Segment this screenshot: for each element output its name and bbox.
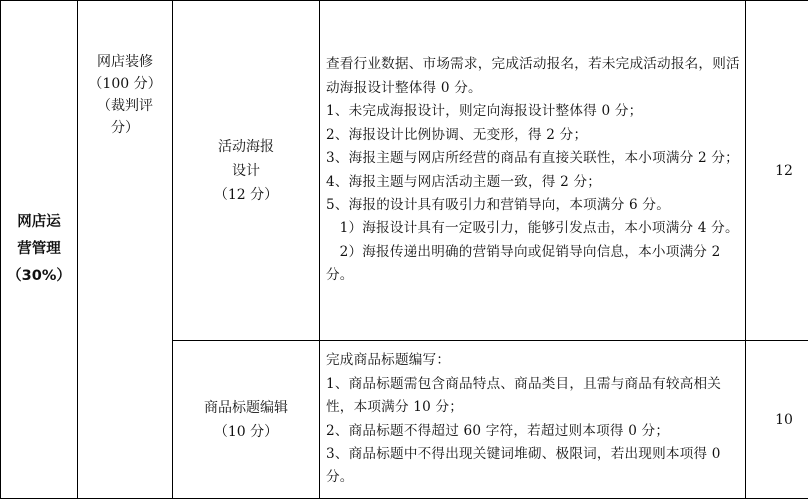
- item-line: 活动海报: [218, 138, 274, 155]
- module-cell: [78, 1, 173, 499]
- criteria-paragraph: 2）海报传递出明确的营销导向或促销导向信息，本小项满分 2 分。: [326, 243, 721, 284]
- criteria-paragraph: 1、商品标题需包含商品特点、商品类目，且需与商品有较高相关性，本项满分 10 分；: [326, 375, 722, 416]
- criteria-cell-poster: [320, 1, 746, 341]
- criteria-paragraph: 3、商品标题中不得出现关键词堆砌、极限词，若出现则本项得 0 分。: [326, 445, 721, 486]
- item-cell-title: [173, 341, 320, 499]
- category-line: 网店运: [17, 214, 61, 230]
- category-line: 营管理: [17, 241, 61, 257]
- criteria-paragraph: 3、海报主题与网店所经营的商品有直接关联性，本小项满分 2 分；: [326, 150, 739, 167]
- criteria-paragraph: 完成商品标题编写：: [326, 352, 451, 369]
- item-line: （10 分）: [213, 423, 279, 440]
- module-line: 分）: [111, 120, 139, 136]
- module-line: 网店装修: [97, 54, 153, 70]
- criteria-paragraph: 1、未完成海报设计，则定向海报设计整体得 0 分；: [326, 103, 643, 120]
- module-line: （裁判评: [97, 98, 153, 114]
- item-cell-poster: [173, 1, 320, 341]
- item-line: 商品标题编辑: [204, 399, 288, 416]
- criteria-paragraph: 2、海报设计比例协调、无变形，得 2 分；: [326, 126, 588, 143]
- criteria-paragraph: 4、海报主题与网店活动主题一致，得 2 分；: [326, 173, 602, 190]
- item-line: 设计: [232, 162, 260, 179]
- module-line: （100 分）: [88, 76, 162, 92]
- score-cell-poster: 12: [746, 1, 808, 341]
- table-row: [1, 1, 808, 341]
- item-line: （12 分）: [213, 186, 279, 203]
- criteria-paragraph: 查看行业数据、市场需求，完成活动报名，若未完成活动报名，则活动海报设计整体得 0 分。: [326, 56, 740, 96]
- criteria-paragraph: 2、商品标题不得超过 60 字符，若超过则本项得 0 分；: [326, 422, 670, 439]
- category-cell: [1, 1, 78, 499]
- criteria-paragraph: 5、海报的设计具有吸引力和营销导向，本项满分 6 分。: [326, 196, 670, 213]
- score-cell-title: 10: [746, 341, 808, 499]
- criteria-paragraph: 1）海报设计具有一定吸引力，能够引发点击，本小项满分 4 分。: [339, 220, 739, 237]
- category-line: （30%）: [7, 268, 71, 284]
- criteria-cell-title: [320, 341, 746, 499]
